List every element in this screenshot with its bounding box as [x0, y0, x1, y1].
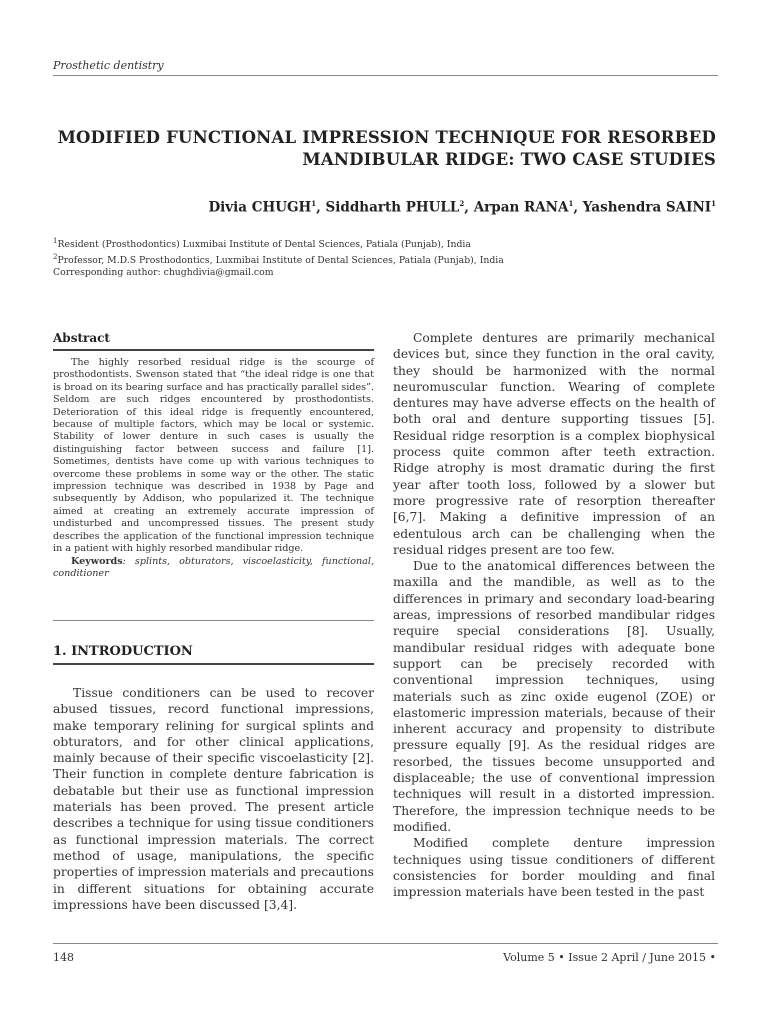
keywords-label: Keywords — [71, 555, 123, 567]
abstract-paragraph: The highly resorbed residual ridge is the scourge of prosthodontists. Swenson stated that “the ideal ridge is one that is broad on its bearing surface and has practically parallel sides”. Seldom are such ridges encountered by prosthodontists. Deterioration of this ideal ridge is frequently encountered, because of multiple factors, which may be local or systemic. Stability of lower denture in such cases is usually the distinguishing factor between success and failure [1]. Sometimes, dentists have come up with various techniques to overcome these problems in some way or the other. The static impression technique was described in 1938 by Page and subsequently by Addison, who popularized it. The technique aimed at creating an extremely accurate impression of undisturbed and uncompressed tissues. The present study describes the application of the functional impression technique in a patient with highly resorbed mandibular ridge. — [53, 357, 374, 555]
footer-rule — [53, 943, 718, 944]
page-number: 148 — [53, 951, 74, 964]
title-line-1: MODIFIED FUNCTIONAL IMPRESSION TECHNIQUE FOR RESORBED — [57, 128, 716, 147]
intro-paragraph-1: Tissue conditioners can be used to recover abused tissues, record functional impressions, make temporary relining for surgical splints and obturators, and for other clinical applications, mainly because of their specific viscoelasticity [2]. Their function in complete denture fabrication is debatable but their use as functional impression materials has been proved. The present article describes a technique for using tissue conditioners as functional impression materials. The correct method of usage, manipulations, the specific properties of impression materials and precautions in different situations for obtaining accurate impressions have been discussed [3,4]. — [53, 686, 374, 912]
affiliation-1 — [53, 235, 504, 251]
author-separator: , — [316, 199, 326, 216]
affil-mark: 1 — [53, 237, 58, 245]
abstract-heading: Abstract — [53, 331, 110, 345]
affiliation-text: Professor, M.D.S Prosthodontics, Luxmibai Institute of Dental Sciences, Patiala (Punjab), India — [57, 255, 504, 267]
right-paragraph-1: Complete dentures are primarily mechanical devices but, since they function in the oral cavity, they should be harmonized with the normal neuromuscular function. Wearing of complete dentures may have adverse effects on the health of both oral and denture supporting tissues [5]. Residual ridge resorption is a complex biophysical process quite common after teeth extraction. Ridge atrophy is most dramatic during the first year after tooth loss, followed by a slower but more progressive rate of resorption thereafter [6,7]. Making a definitive impression of an edentulous arch can be challenging when the residual ridges present are too few. — [393, 331, 715, 557]
issue-info: Volume 5 • Issue 2 April / June 2015 • — [503, 951, 716, 964]
keywords-values: : splints, obturators, viscoelasticity, functional, conditioner — [53, 555, 374, 579]
author-separator: , — [573, 199, 583, 216]
affiliation-2 — [53, 251, 504, 267]
affiliations — [53, 235, 504, 279]
abstract-end-rule — [53, 620, 374, 621]
author-name: Siddharth PHULL — [325, 199, 460, 216]
corresponding-author: Corresponding author: chughdivia@gmail.com — [53, 267, 274, 279]
author-separator: , — [464, 199, 474, 216]
author-name: Arpan RANA — [473, 199, 569, 216]
abstract-body — [53, 357, 374, 580]
intro-body — [53, 685, 374, 913]
author-name: Divia CHUGH — [208, 199, 312, 216]
keywords — [53, 556, 374, 581]
intro-rule — [53, 663, 374, 665]
affiliation-text: Resident (Prosthodontics) Luxmibai Institute of Dental Sciences, Patiala (Punjab), India — [57, 239, 471, 251]
right-paragraph-2: Due to the anatomical differences between the maxilla and the mandible, as well as to the differences in primary and secondary load-bearing areas, impressions of resorbed mandibular ridges require special considerations [8]. Usually, mandibular residual ridges with adequate bone support can be precisely recorded with conventional impression techniques, using materials such as zinc oxide eugenol (ZOE) or elastomeric impression materials, because of their inherent accuracy and propensity to distribute pressure equally [9]. As the residual ridges are resorbed, the tissues become unsupported and displaceable; the use of conventional impression techniques will result in a distorted impression. Therefore, the impression technique needs to be modified. — [393, 559, 715, 834]
author-affil-mark: 2 — [459, 199, 465, 208]
journal-name: Prosthetic dentistry — [53, 59, 164, 72]
author-affil-mark: 1 — [568, 199, 574, 208]
abstract-rule — [53, 349, 374, 351]
right-column-body — [393, 330, 715, 900]
author-list — [53, 199, 716, 216]
affil-mark: 2 — [53, 253, 58, 262]
header-rule — [53, 75, 718, 76]
author-affil-mark: 1 — [311, 199, 317, 208]
intro-heading: 1. INTRODUCTION — [53, 644, 193, 659]
title-line-2: MANDIBULAR RIDGE: TWO CASE STUDIES — [302, 150, 716, 169]
author-affil-mark: 1 — [711, 199, 716, 208]
article-title — [53, 127, 716, 171]
right-paragraph-3: Modified complete denture impression techniques using tissue conditioners of different consistencies for border moulding and final impression materials have been tested in the past — [393, 836, 715, 900]
author-name: Yashendra SAINI — [582, 199, 712, 216]
